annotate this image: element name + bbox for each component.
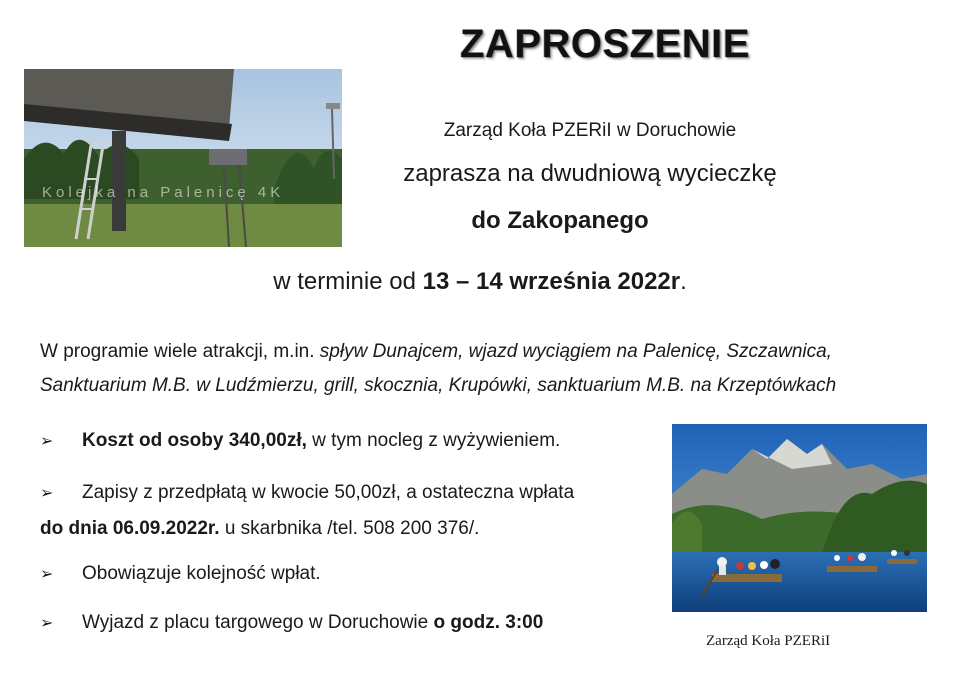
treasurer-contact: u skarbnika /tel. 508 200 376/. — [219, 518, 480, 539]
chairlift-photo — [24, 69, 342, 247]
destination: do Zakopanego — [471, 207, 649, 234]
program-intro: W programie wiele atrakcji, m.in. — [40, 341, 320, 362]
signup-text: Zapisy z przedpłatą w kwocie 50,00zł, a ostateczna wpłata — [82, 482, 575, 503]
bullet-signup — [40, 482, 574, 504]
invitation-title: ZAPROSZENIE — [460, 22, 750, 66]
invite-line: zaprasza na dwudniową wycieczkę — [403, 160, 777, 187]
dunajec-rafting-photo — [672, 424, 927, 612]
arrow-bullet-icon: ➢ — [40, 433, 54, 450]
signup-continuation — [40, 518, 479, 540]
date-prefix: w terminie od — [273, 268, 423, 295]
cost-rest: w tym nocleg z wyżywieniem. — [306, 430, 561, 451]
date-value: 13 – 14 września 2022r — [422, 268, 681, 295]
photo-watermark: Kolejka na Palenicę 4K — [42, 184, 285, 201]
bullet-departure — [40, 612, 543, 634]
arrow-bullet-icon: ➢ — [40, 615, 54, 632]
arrow-bullet-icon: ➢ — [40, 566, 54, 583]
date-suffix: . — [680, 268, 687, 295]
program-text — [40, 335, 940, 403]
order-text: Obowiązuje kolejność wpłat. — [82, 563, 321, 584]
cost-bold: Koszt od osoby 340,00zł, — [82, 430, 307, 451]
bullet-cost — [40, 430, 560, 452]
bullet-order — [40, 563, 321, 585]
departure-text: Wyjazd z placu targowego w Doruchowie — [82, 612, 434, 633]
arrow-bullet-icon: ➢ — [40, 485, 54, 502]
program-attractions-1: spływ Dunajcem, wjazd wyciągiem na Palenicę, Szczawnica, — [319, 341, 832, 362]
date-line — [120, 268, 840, 296]
departure-time: o godz. 3:00 — [433, 612, 544, 633]
organizer-line: Zarząd Koła PZERiI w Doruchowie — [443, 120, 737, 141]
program-attractions-2: Sanktuarium M.B. w Ludźmierzu, grill, skocznia, Krupówki, sanktuarium M.B. na Krzeptówkach — [40, 375, 837, 396]
payment-deadline: do dnia 06.09.2022r. — [40, 518, 220, 539]
signature: Zarząd Koła PZERiI — [706, 633, 831, 649]
